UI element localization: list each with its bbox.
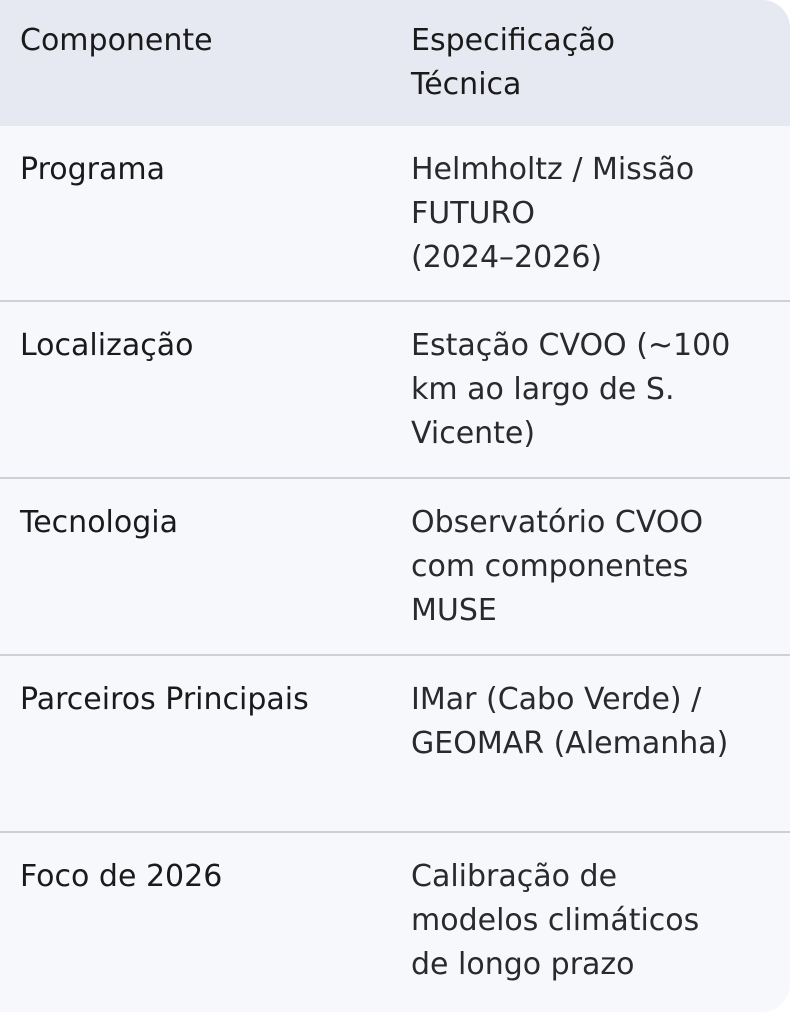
row-value-parceiros: IMar (Cabo Verde) / GEOMAR (Alemanha) xyxy=(411,682,729,761)
table-row xyxy=(0,302,790,479)
table-row xyxy=(0,833,790,1012)
row-label-parceiros: Parceiros Principais xyxy=(20,682,309,717)
table-row xyxy=(0,656,790,833)
table-header-row xyxy=(0,0,790,126)
row-value-programa: Helmholtz / Missão FUTURO (2024–2026) xyxy=(411,152,695,275)
table-row xyxy=(0,479,790,656)
row-label-localizacao: Localização xyxy=(20,328,194,363)
row-label-programa: Programa xyxy=(20,152,165,187)
table-row xyxy=(0,126,790,302)
header-component: Componente xyxy=(20,23,213,58)
header-specification: Especificação Técnica xyxy=(411,23,615,102)
row-label-tecnologia: Tecnologia xyxy=(20,505,178,540)
row-label-foco: Foco de 2026 xyxy=(20,859,223,894)
row-value-foco: Calibração de modelos climáticos de longo prazo xyxy=(411,859,700,982)
row-value-tecnologia: Observatório CVOO com componentes MUSE xyxy=(411,505,704,628)
row-value-localizacao: Estação CVOO (~100 km ao largo de S. Vicente) xyxy=(411,328,731,451)
